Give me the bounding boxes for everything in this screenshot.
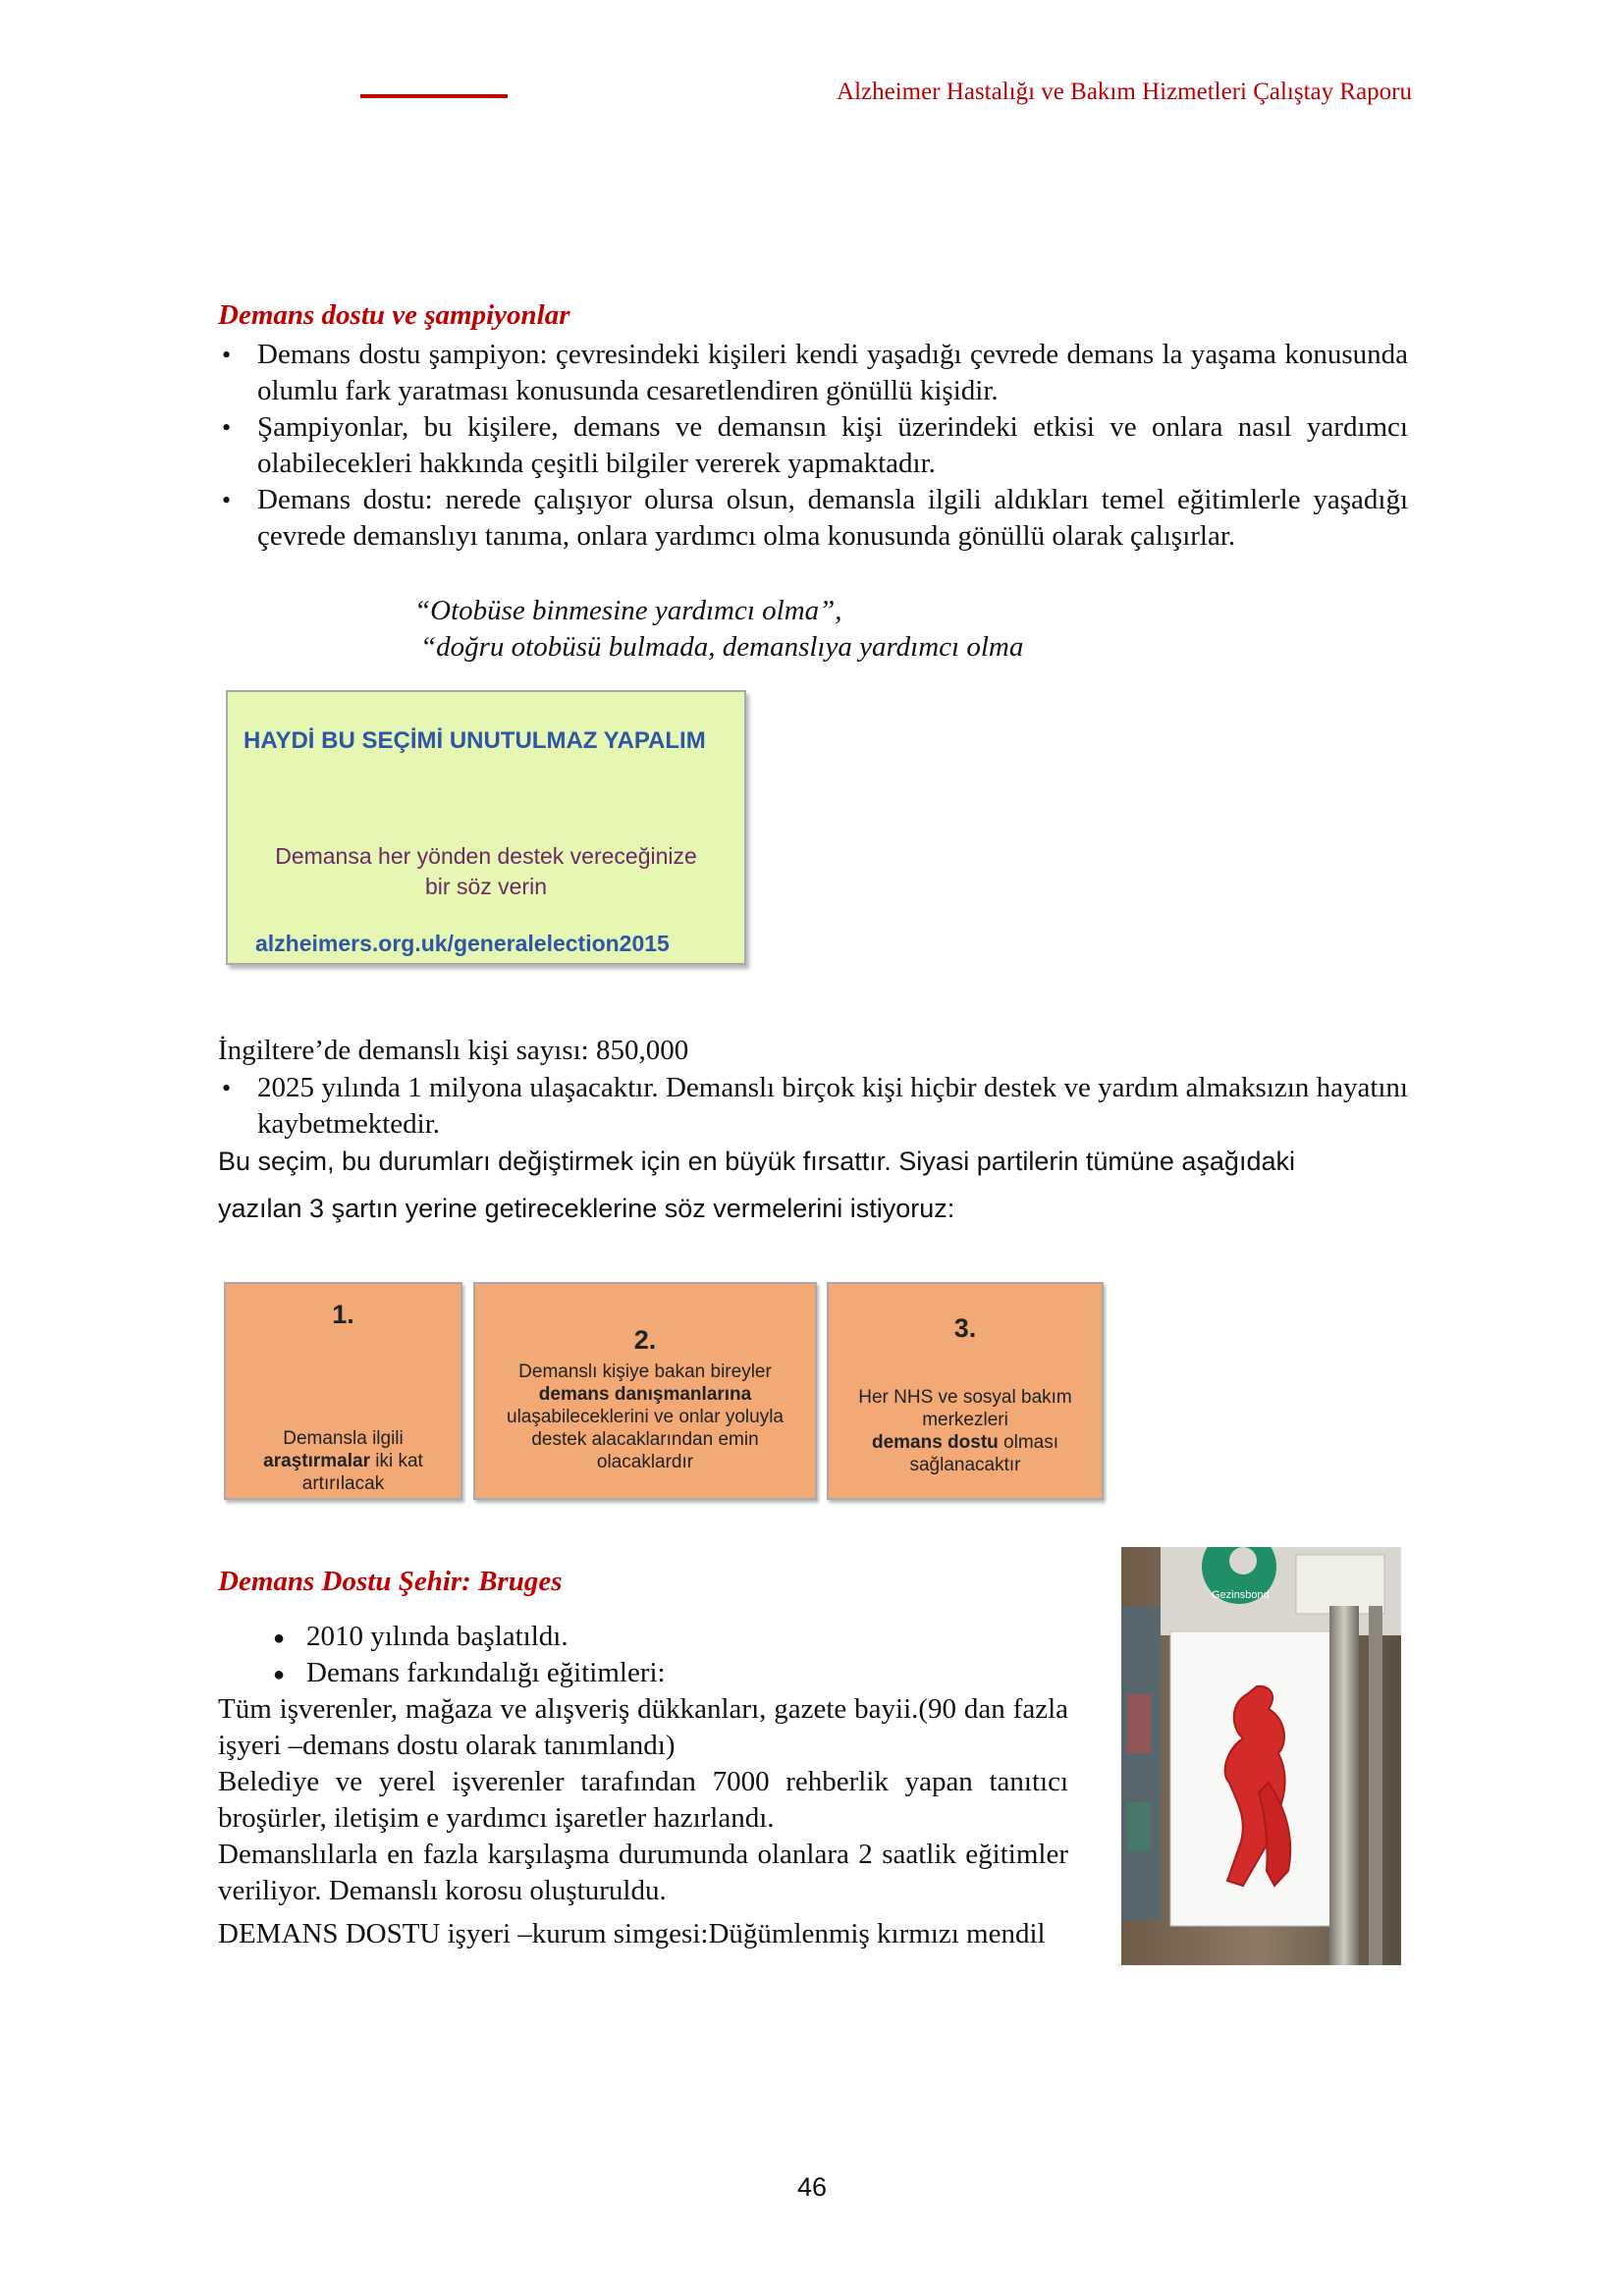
knotted-handkerchief-photo	[1121, 1547, 1401, 1965]
election-text-line: yazılan 3 şartın yerine getireceklerine söz vermelerini istiyoruz:	[218, 1194, 955, 1223]
campaign-box	[226, 690, 746, 965]
condition-text-part: Demanslı kişiye bakan bireyler	[518, 1362, 772, 1382]
condition-box-1	[224, 1282, 462, 1500]
election-text-line: Bu seçim, bu durumları değiştirmek için en büyük fırsattır. Siyasi partilerin tümüne aşağıdaki	[218, 1147, 1295, 1176]
list-item: • Demans dostu şampiyon: çevresindeki kişileri kendi yaşadığı çevrede demans la yaşama konusunda olumlu fark yaratması konusunda cesaretlendiren gönüllü kişidir.	[218, 337, 1408, 409]
campaign-body-line: bir söz verin	[425, 874, 547, 899]
quote-line: “doğru otobüsü bulmada, demanslıya yardımcı olma	[420, 631, 1024, 663]
condition-text-part: Her NHS ve sosyal bakım merkezleri	[858, 1387, 1072, 1430]
list-item: ● 2010 yılında başlatıldı.	[267, 1619, 1072, 1655]
dementia-friends-list	[218, 337, 1408, 555]
bruges-paragraph: Tüm işverenler, mağaza ve alışveriş dükkanları, gazete bayii.(90 dan fazla işyeri –demans dostu olarak tanımlandı)	[218, 1693, 1068, 1761]
condition-number: 3.	[953, 1313, 977, 1343]
sticker-text: Gezinsbond	[1212, 1589, 1270, 1601]
condition-text-part: ulaşabileceklerini ve onlar yoluyla destek alacaklarından emin olacaklardır	[507, 1407, 784, 1472]
condition-box-3	[827, 1282, 1104, 1500]
page-number: 46	[796, 2172, 828, 2202]
condition-text-part: olması sağlanacaktır	[909, 1432, 1059, 1475]
campaign-title: HAYDİ BU SEÇİMİ UNUTULMAZ YAPALIM	[244, 727, 706, 754]
handkerchief-sign-image	[1121, 1547, 1401, 1965]
condition-box-2	[473, 1282, 817, 1500]
bruges-paragraph: Belediye ve yerel işverenler tarafından 7000 rehberlik yapan tanıtıcı broşürler, iletişim e yardımcı işaretler hazırlandı.	[218, 1766, 1068, 1834]
condition-text	[475, 1361, 815, 1473]
bruges-paragraph: DEMANS DOSTU işyeri –kurum simgesi:Düğümlenmiş kırmızı mendil	[218, 1918, 1046, 1949]
condition-text-bold: araştırmalar	[263, 1451, 370, 1471]
list-item: ● Demans farkındalığı eğitimleri:	[267, 1655, 1072, 1691]
condition-text-bold: demans danışmanlarına	[538, 1384, 752, 1405]
section-title-bruges: Demans Dostu Şehir: Bruges	[218, 1566, 563, 1597]
condition-text-part: Demansla ilgili	[283, 1428, 404, 1449]
report-header-title: Alzheimer Hastalığı ve Bakım Hizmetleri Çalıştay Raporu	[837, 79, 1412, 105]
condition-number: 1.	[332, 1300, 354, 1329]
header-rule	[360, 94, 508, 98]
condition-number: 2.	[633, 1325, 657, 1355]
list-item: • 2025 yılında 1 milyona ulaşacaktır. Demanslı birçok kişi hiçbir destek ve yardım almaksızın hayatını kaybetmektedir.	[218, 1070, 1408, 1143]
condition-text-bold: demans dostu	[871, 1432, 999, 1453]
bruges-paragraph: Demanslılarla en fazla karşılaşma durumunda olanlara 2 saatlik eğitimler veriliyor. Demanslı korosu oluşturuldu.	[218, 1839, 1068, 1906]
uk-dementia-count: İngiltere’de demanslı kişi sayısı: 850,000	[218, 1035, 689, 1066]
condition-text	[226, 1427, 460, 1495]
campaign-body-line: Demansa her yönden destek vereceğinize	[275, 843, 697, 869]
bruges-list	[267, 1619, 1072, 1691]
section-title-dementia-friends: Demans dostu ve şampiyonlar	[218, 299, 570, 331]
list-item: • Demans dostu: nerede çalışıyor olursa olsun, demansla ilgili aldıkları temel eğitimlerle yaşadığı çevrede demanslıyı tanıma, onlara yardımcı olma konusunda gönüllü olarak çalışırlar.	[218, 482, 1408, 555]
uk-stats-list	[218, 1070, 1408, 1143]
quote-line: “Otobüse binmesine yardımcı olma”,	[414, 595, 842, 626]
condition-text	[829, 1386, 1102, 1476]
campaign-url: alzheimers.org.uk/generalelection2015	[255, 931, 670, 956]
list-item: • Şampiyonlar, bu kişilere, demans ve demansın kişi üzerindeki etkisi ve onlara nasıl yardımcı olabilecekleri hakkında çeşitli bilgiler vererek yapmaktadır.	[218, 409, 1408, 482]
condition-text-part: iki kat artırılacak	[301, 1451, 423, 1494]
campaign-body	[228, 841, 744, 902]
